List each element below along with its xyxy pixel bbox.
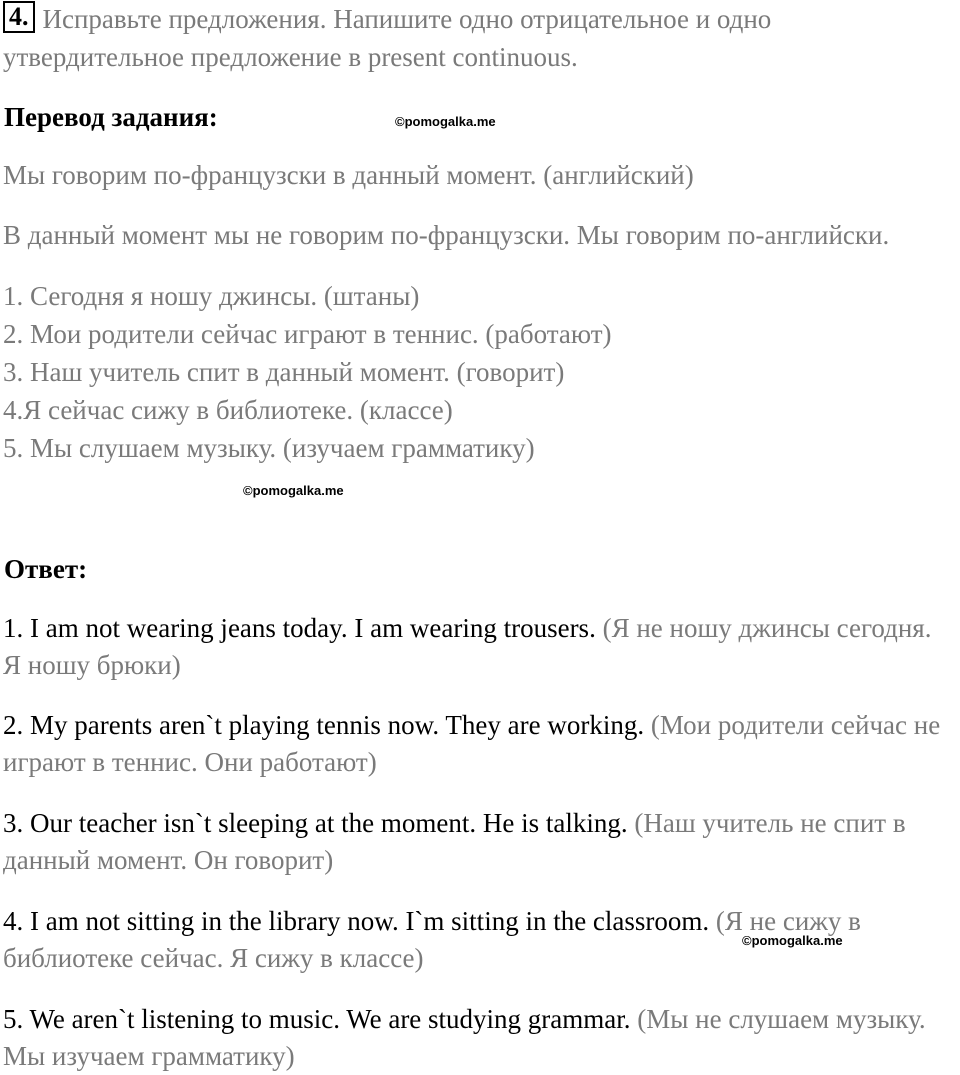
answer-heading: Ответ: <box>4 554 88 584</box>
answer-english: 1. I am not wearing jeans today. I am wearing trousers. <box>3 613 596 643</box>
answer-english: 3. Our teacher isn`t sleeping at the moment. He is talking. <box>3 808 628 838</box>
answer-russian: (Я не ношу джинсы сегодня. Я ношу брюки) <box>3 613 932 680</box>
answer-item <box>3 805 948 879</box>
answer-russian: (Мои родители сейчас не играют в теннис. Они работают) <box>3 710 941 777</box>
translation-heading: Перевод задания: <box>4 102 218 132</box>
list-item: 5. Мы слушаем музыку. (изучаем грамматику) <box>3 433 535 463</box>
example-correction: В данный момент мы не говорим по-французски. Мы говорим по-английски. <box>3 220 890 250</box>
list-item: 3. Наш учитель спит в данный момент. (говорит) <box>3 357 565 387</box>
task-number-box: 4. <box>3 1 35 33</box>
watermark: ©pomogalka.me <box>395 114 496 129</box>
answer-russian: (Я не сижу в библиотеке сейчас. Я сижу в классе) <box>3 906 861 973</box>
answer-english: 5. We aren`t listening to music. We are studying grammar. <box>3 1004 631 1034</box>
answer-english: 4. I am not sitting in the library now. I`m sitting in the classroom. <box>3 906 710 936</box>
watermark: ©pomogalka.me <box>742 933 843 948</box>
list-item: 1. Сегодня я ношу джинсы. (штаны) <box>3 281 420 311</box>
answer-russian: (Наш учитель не спит в данный момент. Он говорит) <box>3 808 906 875</box>
task-text: Исправьте предложения. Напишите одно отрицательное и одно утвердительное предложение в present continuous. <box>3 4 772 72</box>
task-instruction <box>3 0 953 76</box>
translation-list <box>3 277 612 467</box>
watermark: ©pomogalka.me <box>243 483 344 498</box>
example-sentence: Мы говорим по-французски в данный момент. (английский) <box>3 160 694 190</box>
answer-english: 2. My parents aren`t playing tennis now. They are working. <box>3 710 645 740</box>
answer-item <box>3 707 948 781</box>
list-item: 4.Я сейчас сижу в библиотеке. (классе) <box>3 395 453 425</box>
answer-item <box>3 610 948 684</box>
answer-russian: (Мы не слушаем музыку. Мы изучаем грамматику) <box>3 1004 926 1071</box>
list-item: 2. Мои родители сейчас играют в теннис. (работают) <box>3 319 612 349</box>
answer-item <box>3 1001 948 1075</box>
